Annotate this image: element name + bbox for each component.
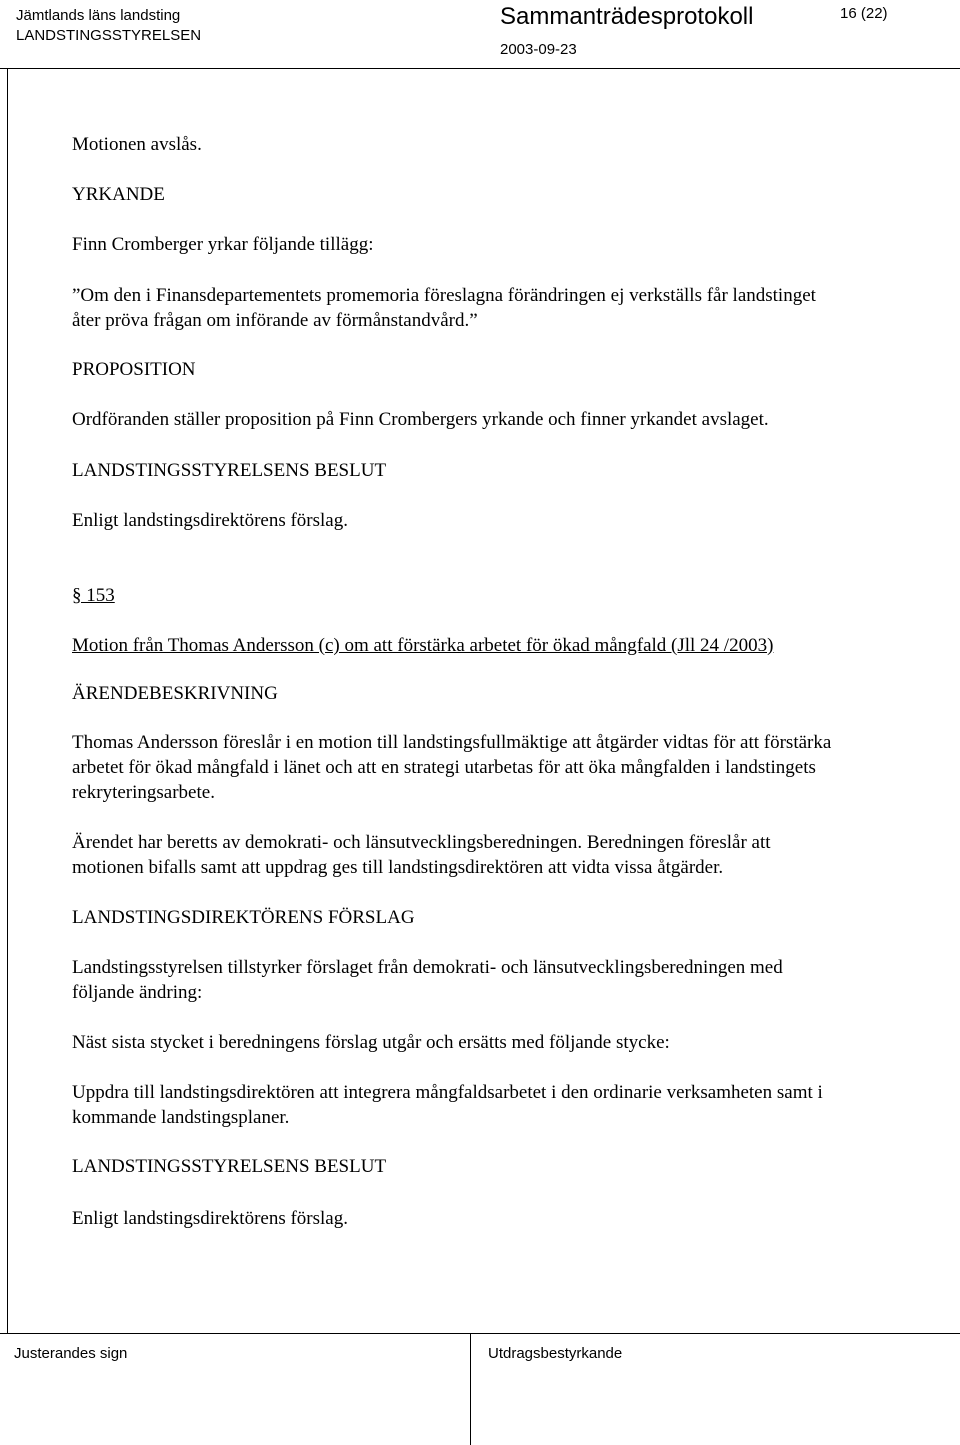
document-title: Sammanträdesprotokoll — [500, 3, 754, 30]
proposal-quote-line2: åter pröva frågan om införande av förmånstandvård.” — [72, 310, 478, 331]
recommendation-line2: följande ändring: — [72, 982, 203, 1003]
header-organization — [16, 6, 201, 46]
assignment-line2: kommande landstingsplaner. — [72, 1107, 290, 1128]
heading-arendebeskrivning: ÄRENDEBESKRIVNING — [72, 683, 278, 704]
preparation-line2: motionen bifalls samt att uppdrag ges till landstingsdirektören att vidta vissa åtgärder. — [72, 857, 724, 878]
preparation-line1: Ärendet har beretts av demokrati- och länsutvecklingsberedningen. Beredningen föreslår att — [72, 832, 771, 853]
heading-beslut: LANDSTINGSSTYRELSENS BESLUT — [72, 460, 387, 481]
document-date: 2003-09-23 — [500, 41, 577, 58]
beslut-text: Enligt landstingsdirektörens förslag. — [72, 510, 348, 531]
heading-beslut-2: LANDSTINGSSTYRELSENS BESLUT — [72, 1156, 387, 1177]
assignment-line1: Uppdra till landstingsdirektören att integrera mångfaldsarbetet i den ordinarie verksamheten samt i — [72, 1082, 823, 1103]
description-line1: Thomas Andersson föreslår i en motion till landstingsfullmäktige att åtgärder vidtas för att förstärka — [72, 732, 832, 753]
org-department: LANDSTINGSSTYRELSEN — [16, 27, 202, 44]
proposition-text: Ordföranden ställer proposition på Finn Crombergers yrkande och finner yrkandet avslaget. — [72, 409, 769, 430]
motion-title: Motion från Thomas Andersson (c) om att förstärka arbetet för ökad mångfald (Jll 24 /2003) — [72, 635, 774, 656]
description-line2: arbetet för ökad mångfald i länet och att en strategi utarbetas för att öka mångfalden i landstingets — [72, 757, 816, 778]
recommendation-line1: Landstingsstyrelsen tillstyrker förslaget från demokrati- och länsutvecklingsberedningen med — [72, 957, 783, 978]
proposal-quote-line1: ”Om den i Finansdepartementets promemoria föreslagna förändringen ej verkställs får landstinget — [72, 285, 816, 306]
decision-text: Motionen avslås. — [72, 134, 202, 155]
heading-proposition: PROPOSITION — [72, 359, 196, 380]
proposal-intro: Finn Cromberger yrkar följande tillägg: — [72, 234, 374, 255]
extract-label: Utdragsbestyrkande — [488, 1345, 623, 1362]
heading-yrkande: YRKANDE — [72, 184, 165, 205]
amendment-text: Näst sista stycket i beredningens förslag utgår och ersätts med följande stycke: — [72, 1032, 670, 1053]
margin-line — [7, 68, 8, 1333]
beslut-text-2: Enligt landstingsdirektörens förslag. — [72, 1208, 348, 1229]
section-number: § 153 — [72, 585, 115, 606]
description-line3: rekryteringsarbete. — [72, 782, 215, 803]
heading-direktor-forslag: LANDSTINGSDIREKTÖRENS FÖRSLAG — [72, 907, 415, 928]
org-name: Jämtlands läns landsting — [16, 7, 181, 24]
header-divider — [0, 68, 960, 69]
signature-label: Justerandes sign — [14, 1345, 128, 1362]
page-number: 16 (22) — [840, 5, 888, 22]
